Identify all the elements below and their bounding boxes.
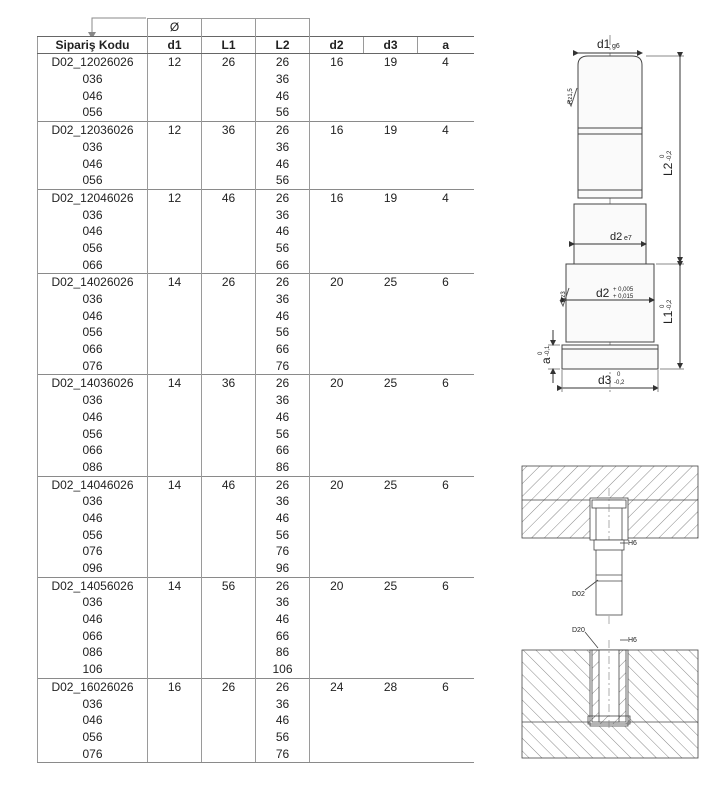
cell-L2: 86 (256, 644, 310, 661)
cell-L2: 46 (256, 409, 310, 426)
order-code-suffix: 066 (38, 341, 148, 358)
cell-L2: 46 (256, 611, 310, 628)
cell-L2: 26 (256, 54, 310, 71)
cell-L1: 46 (202, 189, 256, 206)
cell-L2: 36 (256, 291, 310, 308)
cell-L2: 46 (256, 156, 310, 173)
col-header-order-code: Sipariş Kodu (38, 36, 148, 54)
order-code-suffix: 046 (38, 223, 148, 240)
cell-d3: 25 (364, 476, 418, 493)
order-code: D02_14046026 (38, 476, 148, 493)
order-code: D02_12046026 (38, 189, 148, 206)
dim-d2-label: d2 (596, 286, 610, 300)
cell-d1: 14 (148, 274, 202, 291)
dim-d3-tol-lower: -0,2 (614, 380, 625, 386)
order-code-suffix: 046 (38, 156, 148, 173)
cell-d3: 19 (364, 189, 418, 206)
cell-d2: 16 (310, 54, 364, 71)
cell-L2: 76 (256, 746, 310, 763)
cell-d2: 20 (310, 274, 364, 291)
cell-d3: 25 (364, 577, 418, 594)
assembly-part-label: D02 (572, 591, 585, 598)
cell-d1: 14 (148, 375, 202, 392)
dim-L1-tol-lower: -0,2 (667, 299, 673, 310)
cell-L2: 46 (256, 510, 310, 527)
cell-L2: 46 (256, 88, 310, 105)
dim-d1-tol: g6 (612, 43, 620, 50)
cell-L1: 46 (202, 476, 256, 493)
cell-a: 6 (418, 375, 474, 392)
cell-L2: 36 (256, 71, 310, 88)
cell-L1: 36 (202, 122, 256, 139)
cell-d1: 12 (148, 54, 202, 71)
col-header-d2: d2 (310, 36, 364, 54)
cell-L2: 26 (256, 189, 310, 206)
cell-L2: 56 (256, 240, 310, 257)
order-code: D02_12026026 (38, 54, 148, 71)
cell-L1: 26 (202, 54, 256, 71)
cell-L2: 46 (256, 712, 310, 729)
dim-a-label: a (539, 357, 553, 364)
order-code-suffix: 036 (38, 392, 148, 409)
cell-a: 4 (418, 189, 474, 206)
order-code-suffix: 036 (38, 207, 148, 224)
cell-a: 6 (418, 476, 474, 493)
order-code-suffix: 036 (38, 696, 148, 713)
cell-L1: 56 (202, 577, 256, 594)
cell-L2: 86 (256, 459, 310, 476)
dim-L2-tol-lower: -0,2 (667, 150, 673, 161)
cell-d2: 20 (310, 476, 364, 493)
order-code-suffix: 046 (38, 308, 148, 325)
cell-L2: 36 (256, 493, 310, 510)
cell-d1: 12 (148, 189, 202, 206)
cell-d3: 19 (364, 54, 418, 71)
cell-L2: 56 (256, 172, 310, 189)
roughness-rz3: Rz3 (561, 291, 567, 302)
assembly-fit-top: H6 (628, 540, 637, 547)
cell-L2: 106 (256, 661, 310, 678)
assembly-fit-bottom: H6 (628, 637, 637, 644)
dim-L1-label: L1 (661, 310, 675, 324)
cell-d1: 12 (148, 122, 202, 139)
cell-a: 6 (418, 274, 474, 291)
order-code: D02_12036026 (38, 122, 148, 139)
order-code-suffix: 046 (38, 88, 148, 105)
cell-L2: 56 (256, 729, 310, 746)
cell-L2: 56 (256, 426, 310, 443)
col-header-L1: L1 (202, 36, 256, 54)
roughness-rz15: Rz1,5 (568, 88, 574, 104)
cell-a: 6 (418, 678, 474, 695)
cell-d1: 16 (148, 678, 202, 695)
cell-d3: 19 (364, 122, 418, 139)
order-code: D02_14056026 (38, 577, 148, 594)
order-code-suffix: 076 (38, 543, 148, 560)
cell-L2: 26 (256, 577, 310, 594)
order-code-suffix: 056 (38, 527, 148, 544)
order-code-suffix: 036 (38, 594, 148, 611)
cell-L2: 36 (256, 392, 310, 409)
cell-L2: 96 (256, 560, 310, 577)
cell-L2: 56 (256, 324, 310, 341)
dim-d2-tol-lower: + 0,015 (613, 294, 634, 300)
cell-d2: 16 (310, 122, 364, 139)
dim-L2-tol-upper: 0 (660, 154, 666, 158)
cell-L2: 46 (256, 223, 310, 240)
order-code-suffix: 056 (38, 729, 148, 746)
cell-L2: 26 (256, 122, 310, 139)
order-code-suffix: 036 (38, 291, 148, 308)
cell-L2: 66 (256, 257, 310, 274)
cell-L2: 56 (256, 527, 310, 544)
cell-L2: 46 (256, 308, 310, 325)
cell-a: 4 (418, 122, 474, 139)
order-code-suffix: 056 (38, 172, 148, 189)
cell-L2: 56 (256, 104, 310, 121)
cell-L2: 66 (256, 628, 310, 645)
order-code-suffix: 106 (38, 661, 148, 678)
dim-a-tol-lower: -0,1 (545, 345, 551, 356)
cell-d1: 14 (148, 476, 202, 493)
cell-L1: 26 (202, 274, 256, 291)
cell-a: 6 (418, 577, 474, 594)
cell-L2: 36 (256, 207, 310, 224)
col-header-d3: d3 (364, 36, 418, 54)
cell-d3: 25 (364, 375, 418, 392)
cell-L2: 66 (256, 341, 310, 358)
order-code-suffix: 096 (38, 560, 148, 577)
order-code-suffix: 076 (38, 358, 148, 375)
order-code-suffix: 036 (38, 493, 148, 510)
order-code-suffix: 056 (38, 324, 148, 341)
cell-d2: 20 (310, 577, 364, 594)
cell-L1: 26 (202, 678, 256, 695)
phi-symbol: Ø (148, 19, 202, 37)
order-code-suffix: 086 (38, 459, 148, 476)
col-header-a: a (418, 36, 474, 54)
order-code-suffix: 066 (38, 442, 148, 459)
dim-d2-tol-upper: + 0,005 (613, 287, 634, 293)
cell-d2: 24 (310, 678, 364, 695)
order-code-suffix: 066 (38, 257, 148, 274)
col-header-d1: d1 (148, 36, 202, 54)
dim-L2-label: L2 (661, 162, 675, 176)
dim-d1-label: d1 (597, 37, 611, 51)
dim-L1-tol-upper: 0 (660, 304, 666, 308)
cell-L2: 26 (256, 476, 310, 493)
cell-d2: 16 (310, 189, 364, 206)
cell-d1: 14 (148, 577, 202, 594)
cell-L2: 66 (256, 442, 310, 459)
cell-L2: 26 (256, 274, 310, 291)
cell-a: 4 (418, 54, 474, 71)
order-code: D02_16026026 (38, 678, 148, 695)
order-code-suffix: 036 (38, 71, 148, 88)
order-code-suffix: 046 (38, 510, 148, 527)
order-code-suffix: 056 (38, 240, 148, 257)
order-code-suffix: 046 (38, 611, 148, 628)
cell-d3: 25 (364, 274, 418, 291)
dim-d2e7-tol: e7 (624, 235, 632, 242)
order-code-suffix: 076 (38, 746, 148, 763)
order-code-suffix: 056 (38, 104, 148, 121)
order-code-suffix: 066 (38, 628, 148, 645)
cell-L2: 76 (256, 358, 310, 375)
assembly-drawing (522, 466, 698, 758)
dim-d2e7-label: d2 (610, 231, 623, 243)
cell-L2: 76 (256, 543, 310, 560)
order-code-suffix: 046 (38, 712, 148, 729)
cell-L2: 26 (256, 375, 310, 392)
dim-a-tol-upper: 0 (538, 351, 544, 355)
cell-d2: 20 (310, 375, 364, 392)
cell-L2: 26 (256, 678, 310, 695)
order-code-suffix: 036 (38, 139, 148, 156)
assembly-bush-label: D20 (572, 627, 585, 634)
order-code-suffix: 086 (38, 644, 148, 661)
dim-d3-label: d3 (598, 373, 612, 387)
order-code: D02_14026026 (38, 274, 148, 291)
cell-L2: 36 (256, 139, 310, 156)
cell-L1: 36 (202, 375, 256, 392)
cell-d3: 28 (364, 678, 418, 695)
cell-L2: 36 (256, 594, 310, 611)
order-code-suffix: 046 (38, 409, 148, 426)
cell-L2: 36 (256, 696, 310, 713)
order-code: D02_14036026 (38, 375, 148, 392)
order-code-suffix: 056 (38, 426, 148, 443)
col-header-L2: L2 (256, 36, 310, 54)
dim-d3-tol-upper: 0 (617, 372, 621, 378)
